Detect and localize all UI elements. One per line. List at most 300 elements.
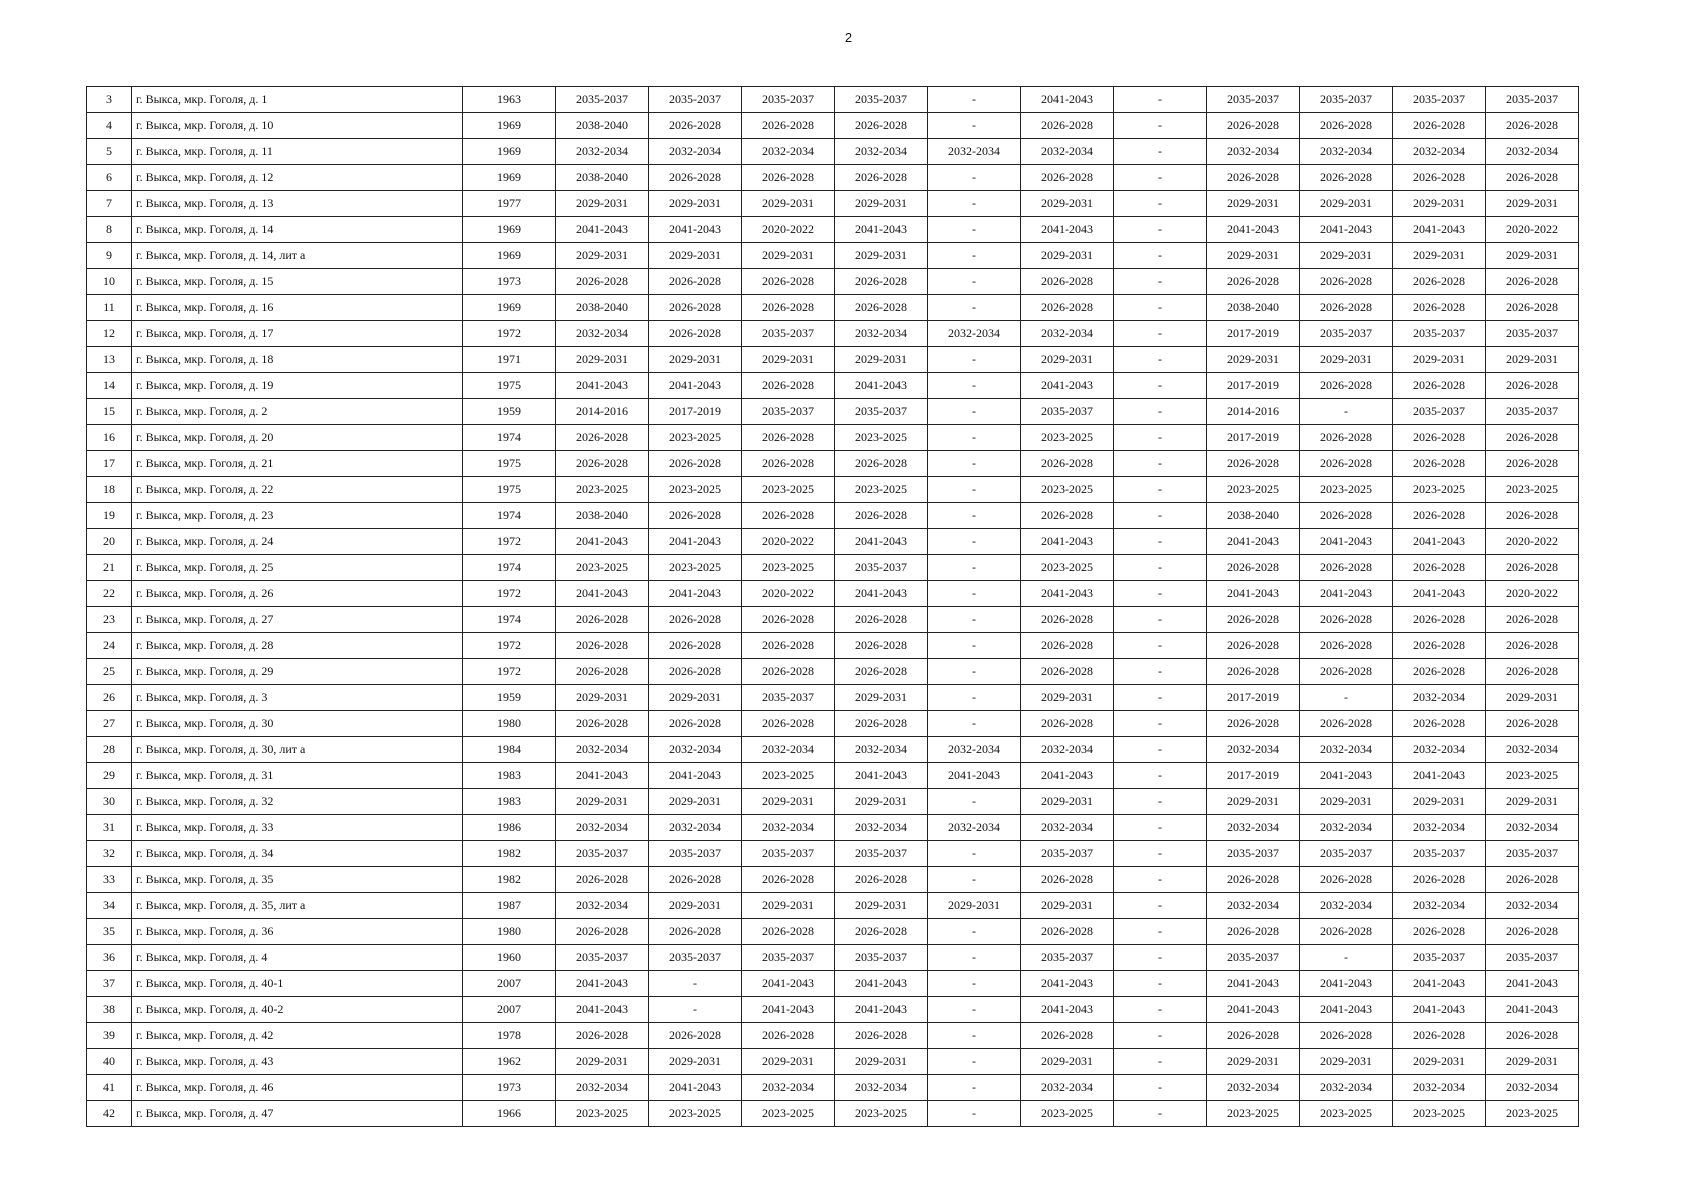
period-cell: -: [1114, 607, 1207, 633]
period-cell: 2032-2034: [1300, 1075, 1393, 1101]
period-cell: 2041-2043: [1393, 217, 1486, 243]
period-cell: 2035-2037: [1300, 87, 1393, 113]
build-year-cell: 1974: [463, 425, 556, 451]
period-cell: 2041-2043: [649, 217, 742, 243]
build-year-cell: 1959: [463, 685, 556, 711]
row-number-cell: 29: [87, 763, 132, 789]
period-cell: 2029-2031: [742, 191, 835, 217]
period-cell: 2029-2031: [1207, 789, 1300, 815]
build-year-cell: 1969: [463, 113, 556, 139]
period-cell: 2026-2028: [835, 165, 928, 191]
build-year-cell: 1980: [463, 919, 556, 945]
period-cell: 2014-2016: [556, 399, 649, 425]
table-row: [87, 529, 1579, 555]
address-cell: г. Выкса, мкр. Гоголя, д. 13: [132, 191, 463, 217]
period-cell: 2029-2031: [556, 347, 649, 373]
period-cell: 2029-2031: [742, 243, 835, 269]
period-cell: 2029-2031: [649, 243, 742, 269]
period-cell: 2032-2034: [742, 139, 835, 165]
address-cell: г. Выкса, мкр. Гоголя, д. 1: [132, 87, 463, 113]
period-cell: 2035-2037: [1393, 399, 1486, 425]
period-cell: 2029-2031: [742, 1049, 835, 1075]
address-cell: г. Выкса, мкр. Гоголя, д. 3: [132, 685, 463, 711]
period-cell: 2026-2028: [1207, 659, 1300, 685]
period-cell: 2017-2019: [1207, 763, 1300, 789]
period-cell: -: [928, 1049, 1021, 1075]
build-year-cell: 1986: [463, 815, 556, 841]
period-cell: 2026-2028: [649, 503, 742, 529]
period-cell: 2032-2034: [1486, 139, 1579, 165]
table-row: [87, 1023, 1579, 1049]
period-cell: -: [928, 997, 1021, 1023]
row-number-cell: 7: [87, 191, 132, 217]
period-cell: 2026-2028: [835, 607, 928, 633]
period-cell: 2026-2028: [1486, 711, 1579, 737]
row-number-cell: 24: [87, 633, 132, 659]
period-cell: 2041-2043: [649, 529, 742, 555]
period-cell: 2026-2028: [1393, 711, 1486, 737]
period-cell: 2029-2031: [835, 685, 928, 711]
period-cell: -: [1114, 503, 1207, 529]
period-cell: 2026-2028: [1393, 165, 1486, 191]
period-cell: 2029-2031: [556, 191, 649, 217]
table-row: [87, 607, 1579, 633]
table-row: [87, 867, 1579, 893]
period-cell: 2029-2031: [835, 191, 928, 217]
table-row: [87, 997, 1579, 1023]
period-cell: 2026-2028: [1300, 919, 1393, 945]
address-cell: г. Выкса, мкр. Гоголя, д. 30: [132, 711, 463, 737]
period-cell: -: [1114, 997, 1207, 1023]
period-cell: 2026-2028: [1021, 295, 1114, 321]
period-cell: 2041-2043: [1021, 373, 1114, 399]
row-number-cell: 4: [87, 113, 132, 139]
period-cell: 2026-2028: [1486, 113, 1579, 139]
period-cell: 2029-2031: [1300, 347, 1393, 373]
row-number-cell: 6: [87, 165, 132, 191]
table-row: [87, 451, 1579, 477]
period-cell: 2032-2034: [835, 321, 928, 347]
period-cell: 2026-2028: [835, 269, 928, 295]
period-cell: 2029-2031: [1300, 243, 1393, 269]
build-year-cell: 1963: [463, 87, 556, 113]
period-cell: 2041-2043: [835, 217, 928, 243]
table-row: [87, 737, 1579, 763]
period-cell: 2026-2028: [556, 633, 649, 659]
period-cell: 2023-2025: [1486, 477, 1579, 503]
period-cell: -: [928, 971, 1021, 997]
build-year-cell: 1972: [463, 581, 556, 607]
period-cell: 2023-2025: [835, 1101, 928, 1127]
period-cell: -: [1114, 685, 1207, 711]
period-cell: 2026-2028: [1021, 165, 1114, 191]
period-cell: -: [1300, 399, 1393, 425]
period-cell: 2041-2043: [835, 971, 928, 997]
period-cell: 2026-2028: [1393, 919, 1486, 945]
period-cell: 2032-2034: [1207, 893, 1300, 919]
period-cell: 2029-2031: [1021, 243, 1114, 269]
period-cell: 2029-2031: [1393, 191, 1486, 217]
period-cell: 2041-2043: [1207, 217, 1300, 243]
period-cell: 2032-2034: [556, 139, 649, 165]
period-cell: 2032-2034: [1393, 737, 1486, 763]
period-cell: 2026-2028: [1486, 503, 1579, 529]
build-year-cell: 1975: [463, 451, 556, 477]
period-cell: 2032-2034: [742, 815, 835, 841]
period-cell: 2026-2028: [1486, 1023, 1579, 1049]
period-cell: 2035-2037: [1021, 945, 1114, 971]
period-cell: 2026-2028: [835, 295, 928, 321]
period-cell: 2032-2034: [1021, 737, 1114, 763]
period-cell: 2026-2028: [835, 633, 928, 659]
period-cell: 2026-2028: [649, 321, 742, 347]
period-cell: -: [928, 919, 1021, 945]
period-cell: -: [1114, 919, 1207, 945]
period-cell: 2032-2034: [556, 737, 649, 763]
period-cell: 2026-2028: [835, 1023, 928, 1049]
period-cell: 2029-2031: [928, 893, 1021, 919]
row-number-cell: 38: [87, 997, 132, 1023]
period-cell: 2017-2019: [1207, 685, 1300, 711]
period-cell: 2041-2043: [1021, 581, 1114, 607]
period-cell: -: [1114, 711, 1207, 737]
period-cell: -: [928, 451, 1021, 477]
period-cell: -: [928, 87, 1021, 113]
period-cell: 2032-2034: [1486, 737, 1579, 763]
row-number-cell: 20: [87, 529, 132, 555]
period-cell: 2026-2028: [1486, 269, 1579, 295]
period-cell: 2041-2043: [649, 1075, 742, 1101]
period-cell: 2026-2028: [742, 659, 835, 685]
period-cell: -: [1114, 581, 1207, 607]
table-row: [87, 139, 1579, 165]
period-cell: -: [1114, 867, 1207, 893]
address-cell: г. Выкса, мкр. Гоголя, д. 40-2: [132, 997, 463, 1023]
period-cell: 2026-2028: [1393, 503, 1486, 529]
period-cell: 2041-2043: [1393, 997, 1486, 1023]
address-cell: г. Выкса, мкр. Гоголя, д. 12: [132, 165, 463, 191]
address-cell: г. Выкса, мкр. Гоголя, д. 46: [132, 1075, 463, 1101]
build-year-cell: 1974: [463, 607, 556, 633]
row-number-cell: 12: [87, 321, 132, 347]
period-cell: 2032-2034: [835, 737, 928, 763]
row-number-cell: 14: [87, 373, 132, 399]
period-cell: -: [1114, 1075, 1207, 1101]
period-cell: 2035-2037: [1300, 321, 1393, 347]
period-cell: 2041-2043: [742, 997, 835, 1023]
period-cell: 2041-2043: [1393, 581, 1486, 607]
period-cell: 2032-2034: [649, 737, 742, 763]
period-cell: 2020-2022: [742, 217, 835, 243]
period-cell: 2029-2031: [835, 789, 928, 815]
table-row: [87, 217, 1579, 243]
period-cell: 2029-2031: [835, 243, 928, 269]
period-cell: -: [1114, 321, 1207, 347]
period-cell: 2029-2031: [742, 893, 835, 919]
period-cell: 2026-2028: [556, 451, 649, 477]
period-cell: -: [928, 191, 1021, 217]
period-cell: -: [1114, 841, 1207, 867]
period-cell: 2026-2028: [1021, 1023, 1114, 1049]
period-cell: -: [1114, 165, 1207, 191]
period-cell: 2017-2019: [1207, 425, 1300, 451]
period-cell: 2020-2022: [742, 529, 835, 555]
period-cell: 2026-2028: [1393, 659, 1486, 685]
address-cell: г. Выкса, мкр. Гоголя, д. 22: [132, 477, 463, 503]
period-cell: 2026-2028: [649, 867, 742, 893]
period-cell: 2041-2043: [835, 529, 928, 555]
period-cell: 2023-2025: [1021, 555, 1114, 581]
period-cell: 2038-2040: [1207, 295, 1300, 321]
period-cell: 2026-2028: [1393, 633, 1486, 659]
period-cell: 2023-2025: [556, 555, 649, 581]
period-cell: 2035-2037: [742, 399, 835, 425]
period-cell: 2032-2034: [649, 139, 742, 165]
period-cell: 2041-2043: [1486, 971, 1579, 997]
period-cell: 2026-2028: [649, 1023, 742, 1049]
row-number-cell: 26: [87, 685, 132, 711]
period-cell: 2041-2043: [556, 581, 649, 607]
address-cell: г. Выкса, мкр. Гоголя, д. 14: [132, 217, 463, 243]
period-cell: 2029-2031: [649, 789, 742, 815]
period-cell: -: [928, 945, 1021, 971]
period-cell: -: [1114, 347, 1207, 373]
table-row: [87, 659, 1579, 685]
period-cell: -: [1114, 87, 1207, 113]
period-cell: 2041-2043: [649, 373, 742, 399]
period-cell: 2026-2028: [1300, 659, 1393, 685]
period-cell: 2029-2031: [556, 243, 649, 269]
period-cell: 2041-2043: [556, 763, 649, 789]
period-cell: 2041-2043: [1021, 217, 1114, 243]
period-cell: 2029-2031: [1486, 789, 1579, 815]
period-cell: 2041-2043: [649, 581, 742, 607]
period-cell: -: [928, 789, 1021, 815]
period-cell: 2026-2028: [1300, 269, 1393, 295]
period-cell: -: [1114, 139, 1207, 165]
table-row: [87, 1101, 1579, 1127]
build-year-cell: 1974: [463, 555, 556, 581]
period-cell: 2026-2028: [1300, 555, 1393, 581]
period-cell: 2023-2025: [1393, 1101, 1486, 1127]
period-cell: 2035-2037: [649, 87, 742, 113]
period-cell: 2032-2034: [1300, 139, 1393, 165]
period-cell: -: [928, 269, 1021, 295]
period-cell: 2029-2031: [742, 789, 835, 815]
period-cell: 2026-2028: [742, 373, 835, 399]
build-year-cell: 1972: [463, 659, 556, 685]
address-cell: г. Выкса, мкр. Гоголя, д. 23: [132, 503, 463, 529]
period-cell: 2032-2034: [835, 1075, 928, 1101]
period-cell: 2026-2028: [1207, 633, 1300, 659]
period-cell: 2026-2028: [742, 919, 835, 945]
period-cell: 2026-2028: [1207, 451, 1300, 477]
period-cell: 2029-2031: [649, 1049, 742, 1075]
row-number-cell: 17: [87, 451, 132, 477]
period-cell: 2026-2028: [1300, 503, 1393, 529]
period-cell: 2026-2028: [1300, 633, 1393, 659]
row-number-cell: 35: [87, 919, 132, 945]
table-row: [87, 191, 1579, 217]
row-number-cell: 40: [87, 1049, 132, 1075]
address-cell: г. Выкса, мкр. Гоголя, д. 25: [132, 555, 463, 581]
period-cell: 2029-2031: [1300, 789, 1393, 815]
period-cell: 2026-2028: [1486, 295, 1579, 321]
period-cell: 2041-2043: [1300, 217, 1393, 243]
address-cell: г. Выкса, мкр. Гоголя, д. 19: [132, 373, 463, 399]
period-cell: 2026-2028: [1393, 295, 1486, 321]
period-cell: 2035-2037: [742, 321, 835, 347]
build-year-cell: 1987: [463, 893, 556, 919]
period-cell: 2041-2043: [556, 373, 649, 399]
period-cell: 2041-2043: [649, 763, 742, 789]
period-cell: 2026-2028: [649, 165, 742, 191]
address-cell: г. Выкса, мкр. Гоголя, д. 10: [132, 113, 463, 139]
period-cell: -: [928, 581, 1021, 607]
period-cell: -: [928, 1023, 1021, 1049]
period-cell: 2035-2037: [649, 841, 742, 867]
period-cell: 2041-2043: [1207, 529, 1300, 555]
row-number-cell: 10: [87, 269, 132, 295]
row-number-cell: 42: [87, 1101, 132, 1127]
period-cell: 2023-2025: [556, 477, 649, 503]
period-cell: 2035-2037: [835, 841, 928, 867]
period-cell: 2026-2028: [742, 867, 835, 893]
period-cell: 2035-2037: [1021, 841, 1114, 867]
period-cell: 2026-2028: [1021, 607, 1114, 633]
period-cell: 2026-2028: [1486, 165, 1579, 191]
period-cell: -: [1114, 659, 1207, 685]
period-cell: 2035-2037: [742, 87, 835, 113]
period-cell: 2041-2043: [1207, 971, 1300, 997]
period-cell: 2035-2037: [1021, 399, 1114, 425]
period-cell: 2032-2034: [1300, 737, 1393, 763]
period-cell: 2026-2028: [556, 425, 649, 451]
period-cell: 2026-2028: [1486, 425, 1579, 451]
period-cell: 2032-2034: [1393, 815, 1486, 841]
address-cell: г. Выкса, мкр. Гоголя, д. 28: [132, 633, 463, 659]
table-row: [87, 477, 1579, 503]
period-cell: 2023-2025: [742, 763, 835, 789]
period-cell: 2026-2028: [556, 919, 649, 945]
period-cell: 2035-2037: [556, 945, 649, 971]
period-cell: 2029-2031: [649, 893, 742, 919]
period-cell: -: [928, 399, 1021, 425]
row-number-cell: 31: [87, 815, 132, 841]
row-number-cell: 32: [87, 841, 132, 867]
period-cell: 2041-2043: [1300, 529, 1393, 555]
period-cell: 2026-2028: [1486, 867, 1579, 893]
period-cell: -: [1114, 243, 1207, 269]
period-cell: 2026-2028: [1393, 425, 1486, 451]
row-number-cell: 41: [87, 1075, 132, 1101]
build-year-cell: 1969: [463, 139, 556, 165]
period-cell: 2038-2040: [556, 295, 649, 321]
address-cell: г. Выкса, мкр. Гоголя, д. 36: [132, 919, 463, 945]
period-cell: -: [1114, 815, 1207, 841]
address-cell: г. Выкса, мкр. Гоголя, д. 32: [132, 789, 463, 815]
row-number-cell: 9: [87, 243, 132, 269]
period-cell: 2023-2025: [1486, 1101, 1579, 1127]
period-cell: 2035-2037: [1393, 87, 1486, 113]
period-cell: 2029-2031: [1486, 347, 1579, 373]
period-cell: 2035-2037: [835, 87, 928, 113]
period-cell: -: [928, 607, 1021, 633]
build-year-cell: 1973: [463, 1075, 556, 1101]
period-cell: 2029-2031: [556, 1049, 649, 1075]
build-year-cell: 1959: [463, 399, 556, 425]
build-year-cell: 1982: [463, 867, 556, 893]
period-cell: -: [1114, 1023, 1207, 1049]
period-cell: 2026-2028: [1486, 555, 1579, 581]
build-year-cell: 1984: [463, 737, 556, 763]
address-cell: г. Выкса, мкр. Гоголя, д. 24: [132, 529, 463, 555]
period-cell: 2026-2028: [1021, 451, 1114, 477]
row-number-cell: 37: [87, 971, 132, 997]
row-number-cell: 11: [87, 295, 132, 321]
table-row: [87, 1049, 1579, 1075]
period-cell: -: [1114, 529, 1207, 555]
period-cell: 2029-2031: [1021, 347, 1114, 373]
period-cell: 2020-2022: [742, 581, 835, 607]
row-number-cell: 13: [87, 347, 132, 373]
period-cell: -: [928, 841, 1021, 867]
period-cell: -: [928, 711, 1021, 737]
table-row: [87, 919, 1579, 945]
period-cell: 2032-2034: [928, 737, 1021, 763]
row-number-cell: 33: [87, 867, 132, 893]
period-cell: 2041-2043: [1393, 763, 1486, 789]
period-cell: -: [1114, 945, 1207, 971]
build-year-cell: 1973: [463, 269, 556, 295]
period-cell: 2029-2031: [742, 347, 835, 373]
build-year-cell: 1971: [463, 347, 556, 373]
period-cell: -: [1300, 685, 1393, 711]
period-cell: 2020-2022: [1486, 217, 1579, 243]
period-cell: 2026-2028: [835, 659, 928, 685]
period-cell: 2026-2028: [1021, 269, 1114, 295]
period-cell: 2026-2028: [835, 867, 928, 893]
period-cell: 2029-2031: [1486, 191, 1579, 217]
period-cell: 2029-2031: [1393, 1049, 1486, 1075]
period-cell: 2026-2028: [1486, 607, 1579, 633]
period-cell: -: [1114, 763, 1207, 789]
period-cell: 2032-2034: [1486, 815, 1579, 841]
period-cell: 2026-2028: [1021, 711, 1114, 737]
period-cell: -: [928, 555, 1021, 581]
period-cell: 2023-2025: [1207, 1101, 1300, 1127]
row-number-cell: 16: [87, 425, 132, 451]
period-cell: 2026-2028: [1021, 659, 1114, 685]
period-cell: -: [1114, 113, 1207, 139]
build-year-cell: 1960: [463, 945, 556, 971]
address-cell: г. Выкса, мкр. Гоголя, д. 4: [132, 945, 463, 971]
period-cell: -: [1300, 945, 1393, 971]
period-cell: 2029-2031: [1486, 243, 1579, 269]
period-cell: 2032-2034: [1021, 139, 1114, 165]
address-cell: г. Выкса, мкр. Гоголя, д. 20: [132, 425, 463, 451]
row-number-cell: 28: [87, 737, 132, 763]
period-cell: 2026-2028: [1300, 711, 1393, 737]
period-cell: 2026-2028: [556, 867, 649, 893]
period-cell: 2026-2028: [649, 295, 742, 321]
period-cell: 2026-2028: [556, 659, 649, 685]
period-cell: 2026-2028: [649, 919, 742, 945]
period-cell: 2029-2031: [649, 191, 742, 217]
period-cell: 2026-2028: [1393, 555, 1486, 581]
period-cell: 2026-2028: [742, 1023, 835, 1049]
period-cell: 2035-2037: [742, 945, 835, 971]
